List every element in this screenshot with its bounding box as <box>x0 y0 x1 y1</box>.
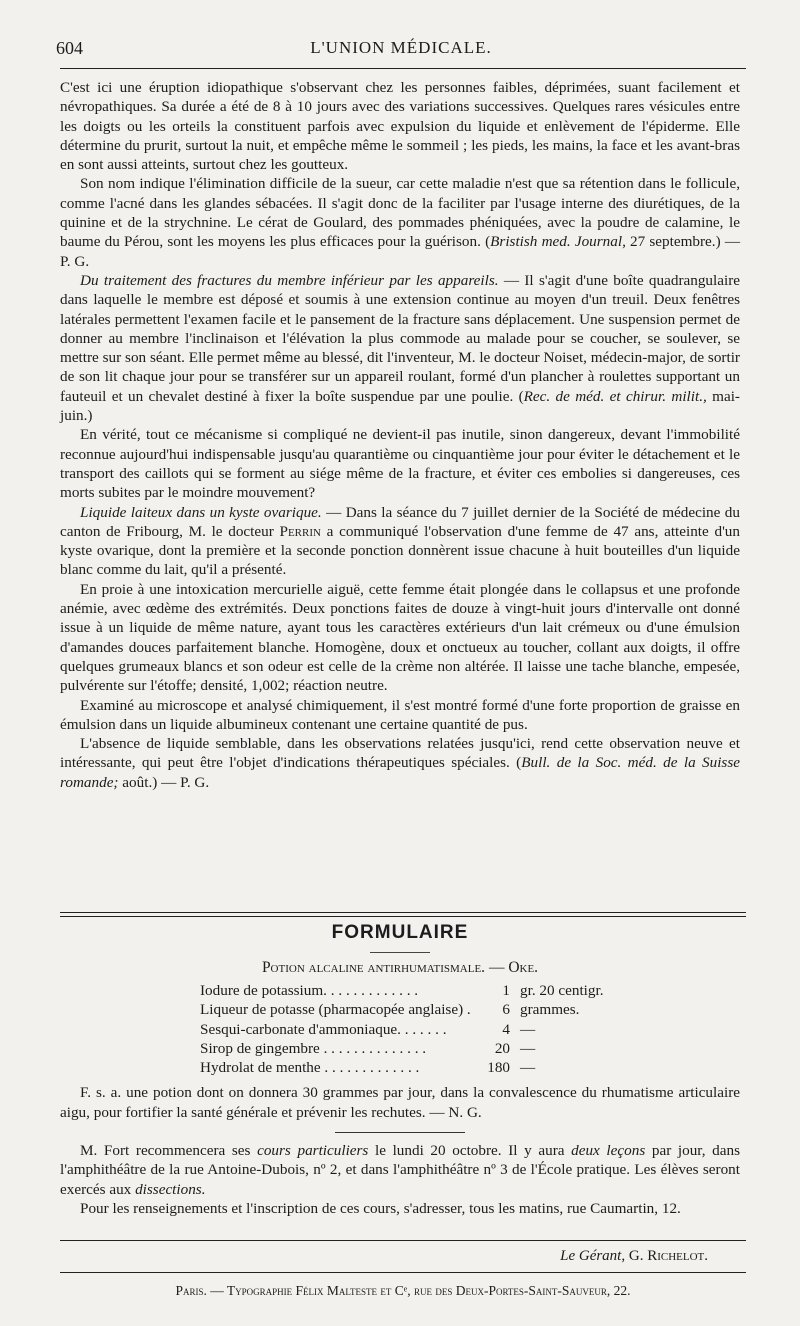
article-body <box>60 78 740 792</box>
article-title-kyste: Liquide laiteux dans un kyste ovarique. <box>80 503 322 521</box>
notice-paragraph-registration: Pour les renseignements et l'inscription de ces cours, s'adresser, tous les matins, rue Caumartin, 12. <box>80 1199 681 1217</box>
formulaire-section <box>60 908 740 1218</box>
ingredient-row: Liqueur de potasse (pharmacopée anglaise) . 6 grammes. <box>200 1001 580 1019</box>
potion-heading: Potion alcaline antirhumatismale. — Oke. <box>261 959 539 976</box>
imprint-rule <box>60 1272 746 1273</box>
formulaire-instructions: F. s. a. une potion dont on donnera 30 grammes par jour, dans la convalescence du rhumatisme articulaire aigu, pour fortifier la santé générale et prévenir les rechutes. — N. G. <box>60 1084 740 1121</box>
footer-rule <box>60 1240 746 1241</box>
citation-bull-soc: Bull. de la Soc. méd. de la Suisse romande; <box>60 754 740 791</box>
ingredient-row: Iodure de potassium. . . . . . . . . . . . . 1 gr. 20 centigr. <box>200 982 604 999</box>
paragraph-fractures: Du traitement des fractures du membre inférieur par les appareils. — Il s'agit d'une boîte quadrangulaire dans laquelle le membre est déposé et soumis à une extension continue au moyen d'un treuil. Deux fenêtres latérales permettent l'examen facile et le pansement de la fracture sans déplacement. Une suspension permet de donner au membre l'inclinaison et l'élévation la plus commode au malade pour se coucher, se soulever, se mettre sur son séant. Elle permet même au blessé, dit l'inventeur, M. le docteur Noiset, médecin-major, de sortir de son lit chaque jour pour se transférer sur un appareil roulant, formé d'un plancher à roulettes supportant un fauteuil et un chevalet destiné à fixer la boîte suspendue par une poulie. (Rec. de méd. et chirur. milit., mai-juin.) <box>60 271 741 425</box>
author-perrin: Perrin <box>279 522 321 540</box>
header-rule <box>60 68 746 69</box>
page-header <box>56 38 746 62</box>
notice-divider <box>335 1132 465 1133</box>
course-notice <box>60 1141 740 1218</box>
paragraph-absence: L'absence de liquide semblable, dans les observations relatées jusqu'ici, rend cette observation neuve et intéressante, qui peut être l'objet d'indications thérapeutiques spéciales. (Bull. de la Soc. méd. de la Suisse romande; août.) — P. G. <box>60 735 740 791</box>
paragraph-treatment: Son nom indique l'élimination difficile de la sueur, car cette maladie n'est que sa rétention dans le follicule, comme l'acné dans les glandes sébacées. Il s'agit donc de la faciliter par l'usage interne des diurétiques, de la quinine et de la strychnine. Le cérat de Goulard, des pommades phéniquées, avec la poudre de calamine, le baume du Pérou, sont les moyens les plus efficaces pour la guérison. (Bristish med. Journal, 27 septembre.) — P. G. <box>60 175 741 270</box>
page-number: 604 <box>56 38 83 58</box>
paragraph-eruption: C'est ici une éruption idiopathique s'observant chez les personnes faibles, déprimées, suant facilement et névropathiques. Sa durée a été de 8 à 10 jours avec des variations successives. Quelques rares vésicules entre les doigts ou les orteils la constituent parfois avec expulsion du liquide et enlèvement de l'épiderme. Elle détermine du prurit, surtout la nuit, et empêche même le sommeil ; les pieds, les mains, la face et les avant-bras en sont aussi atteints, surtout chez les goutteux. <box>60 79 740 174</box>
formulaire-title: FORMULAIRE <box>331 922 469 943</box>
ingredient-row: Sirop de gingembre . . . . . . . . . . . . . . 20 — <box>200 1039 536 1057</box>
paragraph-intoxication: En proie à une intoxication mercurielle aiguë, cette femme était plongée dans le collapsus et une profonde anémie, avec œdème des extrémités. Deux ponctions faites de douze à vingt-huit jours d'intervalle ont donné issue à un liquide de même nature, ayant tous les caractères extérieurs d'un lait crémeux ou d'une émulsion d'amandes douces parfaitement blanche. Homogène, doux et onctueux au toucher, collant aux doigts, il offre quelques grumeaux blancs et son odeur est celle de la crème non altérée. Il laisse une tache blanche, empesée, pulvérente sur l'étoffe; densité, 1,002; réaction neutre. <box>60 580 740 695</box>
printer-imprint: Paris. — Typographie Félix Malteste et Cᵉ, rue des Deux-Portes-Saint-Sauveur, 22. <box>175 1283 631 1298</box>
ingredient-row: Hydrolat de menthe . . . . . . . . . . . . . 180 — <box>200 1059 536 1077</box>
formulaire-divider <box>370 952 430 953</box>
citation-bmj: Bristish med. Journal, <box>490 233 626 251</box>
paragraph-mechanism: En vérité, tout ce mécanisme si compliqué ne devient-il pas inutile, sinon dangereux, devant l'immobilité reconnue aujourd'hui indispensable jusqu'au quarantième ou cinquantième jour pour éviter le détachement et le transport des caillots qui se forment au siége même de la fracture, et éviter ces embolies si dangereuses, ces morts subites par le moindre mouvement? <box>60 426 740 502</box>
ingredient-row: Sesqui-carbonate d'ammoniaque. . . . . . . 4 — <box>200 1020 536 1038</box>
gerant-signature: Le Gérant, G. Richelot. <box>560 1248 708 1264</box>
ingredient-list <box>200 981 620 1077</box>
paragraph-kyste: Liquide laiteux dans un kyste ovarique. — Dans la séance du 7 juillet dernier de la Société de médecine du canton de Fribourg, M. le docteur Perrin a communiqué l'observation d'une femme de 47 ans, atteinte d'un kyste ovarique, dont la première et la seconde ponction donnèrent issue chacune à huit bouteilles d'un liquide blanc comme du lait, qu'il a présenté. <box>60 503 740 579</box>
article-title-fractures: Du traitement des fractures du membre inférieur par les appareils. <box>80 271 499 289</box>
citation-rec-med: Rec. de méd. et chirur. milit., <box>523 387 707 405</box>
running-title: L'UNION MÉDICALE. <box>310 38 492 57</box>
paragraph-microscope: Examiné au microscope et analysé chimiquement, il s'est montré formé d'une forte proportion de graisse en émulsion dans un liquide albumineux contenant une certaine quantité de pus. <box>60 696 740 733</box>
notice-paragraph: M. Fort recommencera ses cours particuliers le lundi 20 octobre. Il y aura deux leçons par jour, dans l'amphithéâtre de la rue Antoine-Dubois, nº 2, et dans l'amphithéâtre nº 3 de l'École pratique. Les élèves seront exercés aux dissections. <box>60 1142 741 1198</box>
